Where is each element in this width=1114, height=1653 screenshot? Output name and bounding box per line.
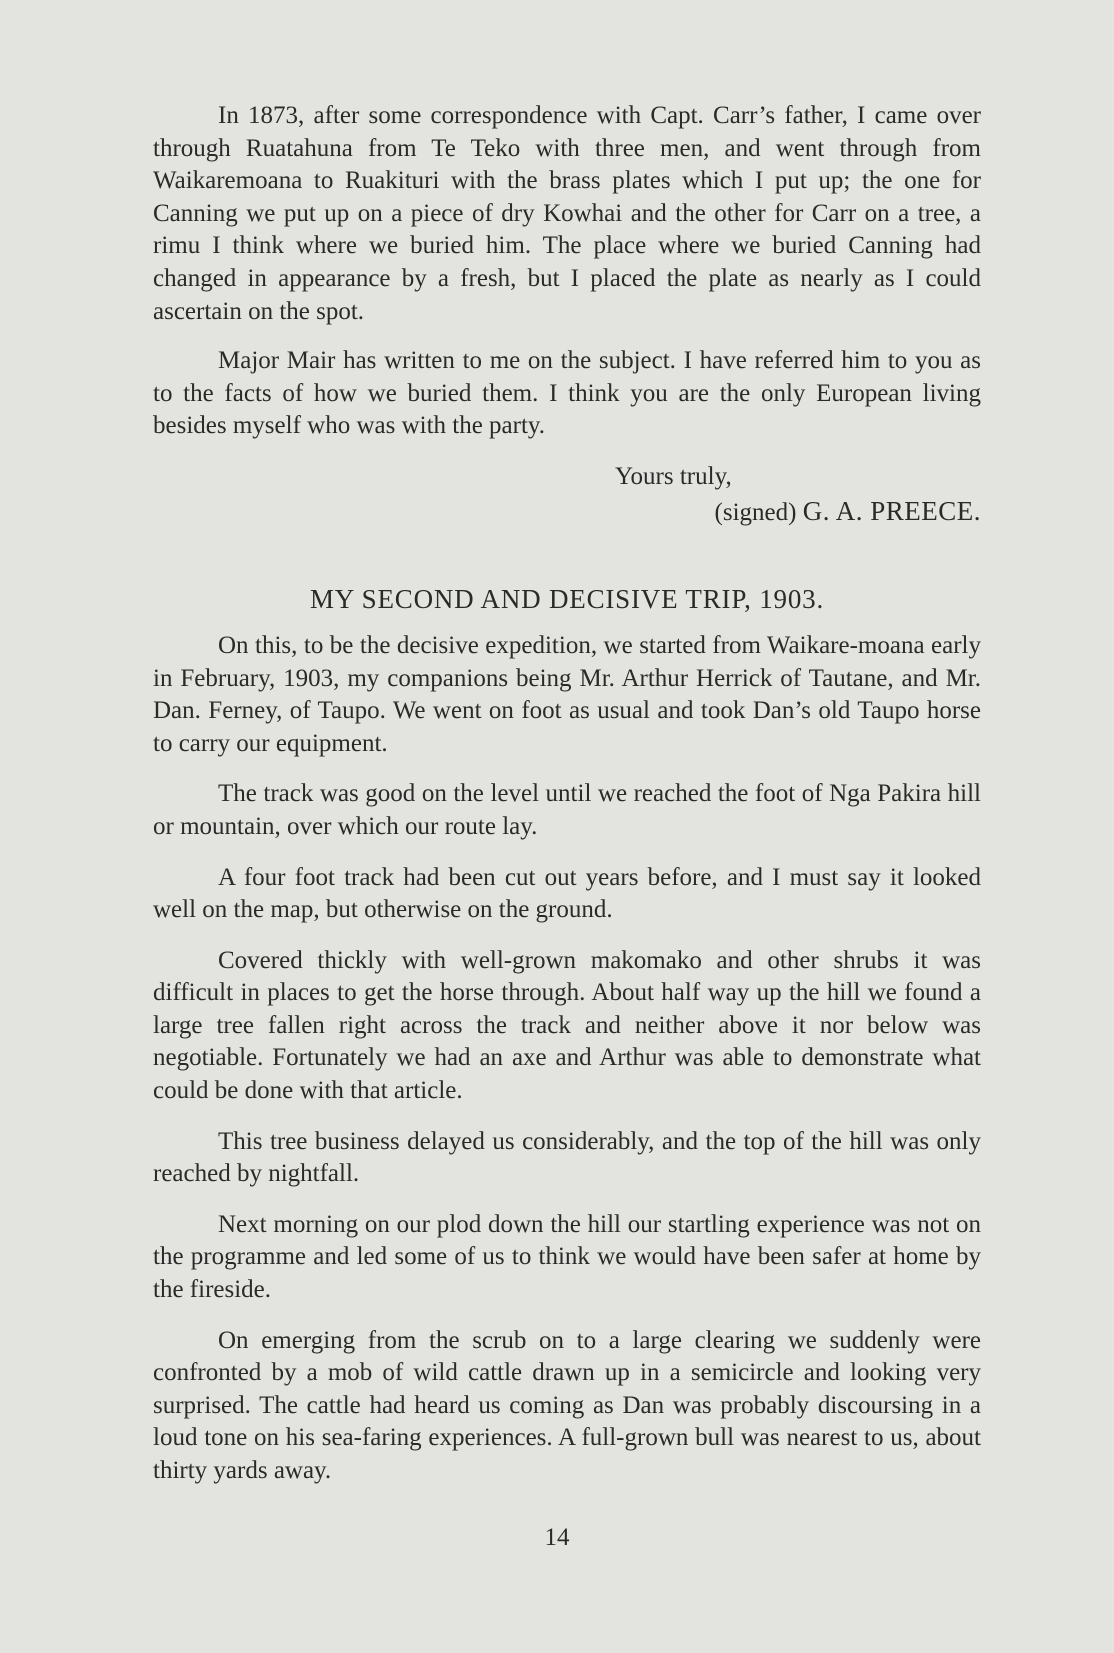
signature-line bbox=[153, 494, 981, 530]
section-paragraph-7: On emerging from the scrub on to a large clearing we suddenly were confronted by a mob of wild cattle drawn up in a semicircle and looking very surprised. The cattle had heard us coming as Dan was probably discoursing in a loud tone on his sea-faring experiences. A full-grown bull was nearest to us, about thirty yards away. bbox=[153, 1326, 981, 1484]
section-paragraph-5: This tree business delayed us considerably, and the top of the hill was only reached by nightfall. bbox=[153, 1127, 981, 1188]
page-number: 14 bbox=[544, 1524, 570, 1551]
signed-prefix: (signed) bbox=[714, 498, 797, 526]
signature-name: G. A. PREECE. bbox=[802, 495, 981, 526]
section-paragraph-4: Covered thickly with well-grown makomako and other shrubs it was difficult in places to get the horse through. About half way up the hill we found a large tree fallen right across the track and neither above it nor below was negotiable. Fortunately we had an axe and Arthur was able to demonstrate what could be done with that article. bbox=[153, 946, 981, 1105]
section-paragraph-6: Next morning on our plod down the hill our startling experience was not on the programme and led some of us to think we would have been safer at home by the fireside. bbox=[153, 1210, 981, 1304]
page-body bbox=[153, 100, 981, 1488]
letter-closing bbox=[153, 460, 981, 530]
section-paragraph-2: The track was good on the level until we reached the foot of Nga Pakira hill or mountain, over which our route lay. bbox=[153, 780, 981, 840]
letter-paragraph-2: Major Mair has written to me on the subject. I have referred him to you as to the facts of how we buried them. I think you are the only European living besides myself who was with the party. bbox=[153, 347, 981, 440]
section-paragraph-3: A four foot track had been cut out years before, and I must say it looked well on the map, but otherwise on the ground. bbox=[153, 863, 981, 924]
section-heading: MY SECOND AND DECISIVE TRIP, 1903. bbox=[310, 583, 824, 614]
closing-salutation: Yours truly, bbox=[615, 462, 732, 490]
section-paragraph-1: On this, to be the decisive expedition, we started from Waikare-moana early in February, 1903, my companions being Mr. Arthur Herrick of Tautane, and Mr. Dan. Ferney, of Taupo. We went on foot as usual and took Dan’s old Taupo horse to carry our equipment. bbox=[153, 631, 981, 757]
letter-paragraph-1: In 1873, after some correspondence with Capt. Carr’s father, I came over through Ruatahuna from Te Teko with three men, and went through from Waikaremoana to Ruakituri with the brass plates which I put up; the one for Canning we put up on a piece of dry Kowhai and the other for Carr on a tree, a rimu I think where we buried him. The place where we buried Canning had changed in appearance by a fresh, but I placed the plate as nearly as I could ascertain on the spot. bbox=[153, 102, 981, 325]
